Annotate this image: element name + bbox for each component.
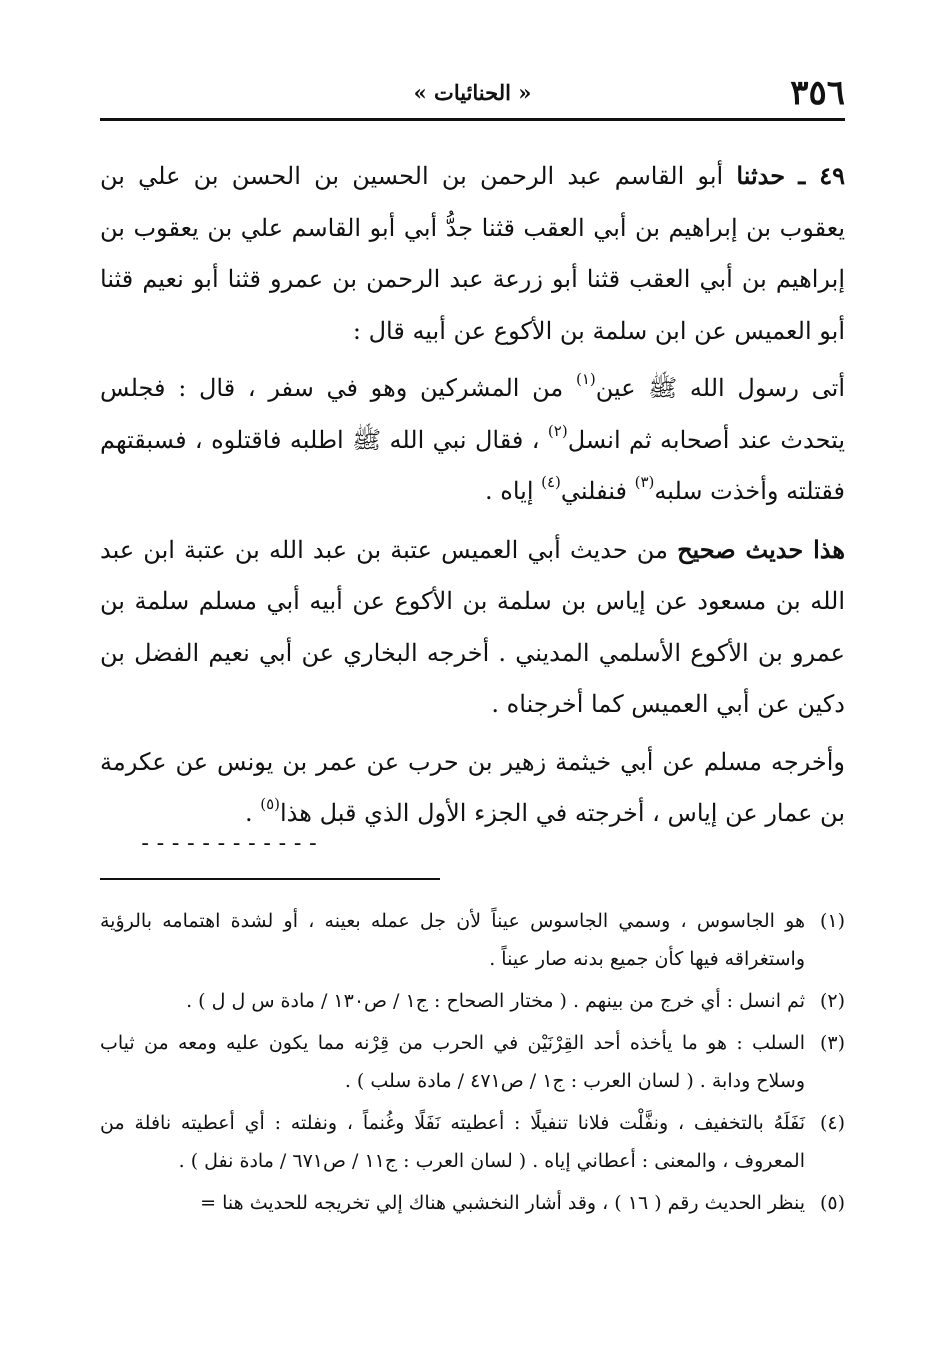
footnote-text: نَفَلَهُ بالتخفيف ، ونفَّلْت فلانا تنفيلًا : أعطيته نَفَلًا وغُنماً ، ونفلته : أي أعطيته نافلة من المعروف ، والمعنى : أعطاني إياه . ( لسان العرب : ج١١ / ص٦٧١ / مادة نفل ) . bbox=[100, 1112, 805, 1172]
matn-text-3: ، فقال نبي الله ﷺ اطلبه فاقتلوه ، فسبقتهم فقتلته وأخذت سلبه bbox=[100, 425, 845, 505]
commentary-2-end: . bbox=[244, 799, 261, 827]
note-ref-5: (٥) bbox=[260, 795, 281, 813]
footnote-text: هو الجاسوس ، وسمي الجاسوس عيناً لأن جل عمله بعينه ، أو لشدة اهتمامه بالرؤية واستغراقه فيها كأن جميع بدنه صار عيناً . bbox=[100, 910, 805, 970]
note-ref-3: (٣) bbox=[634, 473, 655, 491]
section-end-dashes: ------------ bbox=[138, 831, 322, 856]
grading-phrase: هذا حديث صحيح bbox=[677, 534, 845, 564]
matn-text-5: إياه . bbox=[485, 477, 542, 505]
header-rule bbox=[100, 118, 845, 121]
footnote-number: (٥) bbox=[819, 1192, 845, 1214]
matn-text-2: من المشركين وهو في سفر ، قال : فجلس يتحدث عند أصحابه ثم انسل bbox=[100, 374, 846, 454]
footnote-number: (١) bbox=[819, 910, 845, 932]
hadith-isnad-paragraph bbox=[100, 150, 845, 357]
footnote-text: السلب : هو ما يأخذه أحد القِرْنَيْن في الحرب من قِرْنه مما يكون عليه ومعه من ثياب وسلاح ودابة . ( لسان العرب : ج١ / ص٤٧١ / مادة سلب ) . bbox=[100, 1032, 805, 1092]
matn-text-4: فنفلني bbox=[560, 477, 635, 505]
footnote-item bbox=[100, 1104, 845, 1180]
footnote-number: (٤) bbox=[819, 1112, 845, 1134]
footnote-item bbox=[100, 982, 845, 1020]
footnote-text: ثم انسل : أي خرج من بينهم . ( مختار الصحاح : ج١ / ص١٣٠ / مادة س ل ل ) . bbox=[186, 990, 805, 1012]
footnote-item bbox=[100, 1184, 845, 1222]
commentary-paragraph-1 bbox=[100, 524, 845, 731]
matn-text-1: أتى رسول الله ﷺ عين bbox=[595, 374, 845, 402]
note-ref-2: (٢) bbox=[547, 421, 568, 440]
footnote-number: (٣) bbox=[819, 1032, 845, 1054]
commentary-2-text: وأخرجه مسلم عن أبي خيثمة زهير بن حرب عن عمر بن يونس عن عكرمة بن عمار عن إياس ، أخرجته في الجزء الأول الذي قبل هذا bbox=[100, 747, 845, 827]
commentary-1-text: من حديث أبي العميس عتبة بن عبد الله بن عتبة ابن عبد الله بن مسعود عن إياس بن سلمة بن الأكوع عن أبيه أبي مسلم سلمة بن عمرو بن الأكوع الأسلمي المديني . أخرجه البخاري عن أبي نعيم الفضل بن دكين عن أبي العميس كما أخرجناه . bbox=[100, 535, 845, 718]
note-ref-1: (١) bbox=[575, 370, 596, 388]
commentary-paragraph-2 bbox=[100, 737, 845, 840]
note-ref-4: (٤) bbox=[541, 473, 561, 491]
page-number: ٣٥٦ bbox=[790, 73, 845, 113]
page-header bbox=[100, 70, 845, 118]
hadith-number: ٤٩ ـ bbox=[798, 161, 845, 190]
footnote-item bbox=[100, 902, 845, 978]
footnote-number: (٢) bbox=[819, 990, 845, 1012]
footnote-text: ينظر الحديث رقم ( ١٦ ) ، وقد أشار النخشبي هناك إلي تخريجه للحديث هنا = bbox=[200, 1192, 805, 1214]
main-text bbox=[100, 150, 845, 846]
footnotes bbox=[100, 902, 845, 1226]
haddathana-label: حدثنا bbox=[736, 161, 786, 190]
hadith-matn-paragraph bbox=[100, 363, 845, 518]
footnote-rule bbox=[100, 878, 440, 880]
running-title: « الحنائيات » bbox=[413, 80, 532, 105]
isnad-text: أبو القاسم عبد الرحمن بن الحسين بن الحسن بن علي بن يعقوب بن إبراهيم بن أبي العقب قثنا جدُّ أبي أبو القاسم علي بن يعقوب بن إبراهيم بن أبي العقب قثنا أبو زرعة عبد الرحمن بن عمرو قثنا أبو نعيم قثنا أبو العميس عن ابن سلمة بن الأكوع عن أبيه قال : bbox=[100, 162, 845, 345]
footnote-item bbox=[100, 1024, 845, 1100]
